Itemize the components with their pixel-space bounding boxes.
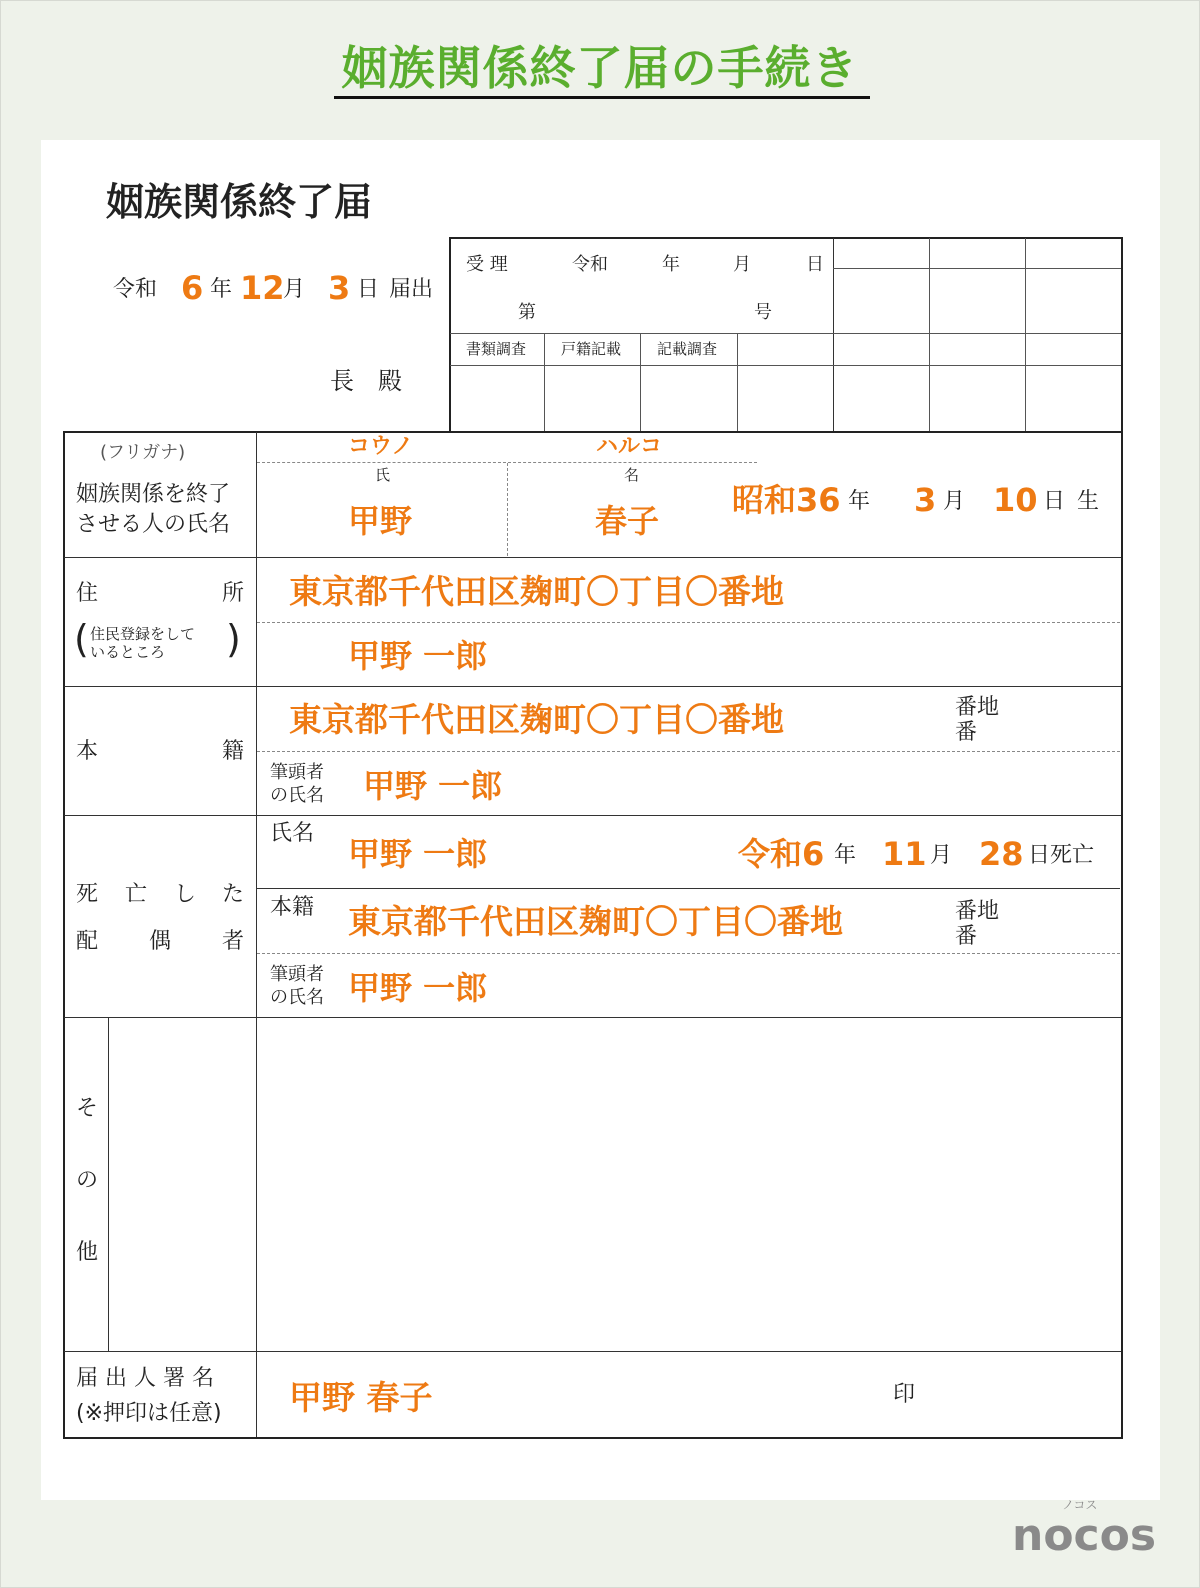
deceased-label-char: た [222, 882, 245, 907]
row-divider [64, 686, 1121, 687]
office-row-divider [450, 333, 1121, 334]
paren-close: ) [226, 617, 241, 661]
office-month-label: 月 [733, 254, 751, 275]
office-era-label: 令和 [572, 254, 608, 275]
address-sub-label-2: いるところ [90, 643, 166, 661]
birth-month: 3 [914, 481, 937, 519]
address-householder: 甲野 一郎 [348, 637, 488, 675]
number-suffix: 号 [754, 302, 772, 323]
given-name: 春子 [595, 502, 660, 540]
address-label-left: 住 [76, 581, 99, 606]
domicile-suffix-2: 番 [955, 720, 978, 745]
office-row-divider [450, 365, 1121, 366]
addressee: 長 殿 [330, 367, 402, 395]
domicile-divider [257, 751, 1120, 752]
filing-month-label: 月 [283, 277, 306, 302]
office-divider [833, 238, 834, 431]
office-use-box [449, 237, 1123, 433]
person-name-label: 姻族関係を終了 [76, 482, 231, 507]
death-era-year: 令和6 [738, 835, 825, 873]
birth-day: 10 [993, 481, 1038, 519]
other-label-char: 他 [76, 1240, 99, 1265]
form-title: 姻族関係終了届 [106, 180, 373, 224]
surname: 甲野 [348, 502, 413, 540]
deceased-suffix-1: 番地 [955, 899, 1000, 924]
office-year-label: 年 [662, 254, 680, 275]
birth-era-year: 昭和36 [732, 481, 841, 519]
paren-open: ( [74, 617, 89, 661]
office-col-divider [929, 238, 930, 431]
address-divider [257, 622, 1120, 623]
office-day-label: 日 [806, 254, 824, 275]
deceased-head-label: 筆頭者 [270, 964, 324, 985]
filing-year-label: 年 [210, 277, 233, 302]
other-label-char: そ [76, 1096, 99, 1121]
deceased-domicile: 東京都千代田区麹町〇丁目〇番地 [348, 902, 843, 941]
office-col-divider [737, 333, 738, 431]
office-col-divider [1025, 238, 1026, 431]
name-divider [507, 463, 508, 556]
deceased-domicile-label: 本籍 [270, 895, 315, 920]
brand-ruby: ノコス [1062, 1498, 1098, 1512]
office-col-divider [544, 333, 545, 431]
domicile-head-label: 筆頭者 [270, 762, 324, 783]
other-label-divider [108, 1018, 109, 1351]
title-underline [334, 96, 870, 99]
row-divider [64, 1017, 1121, 1018]
domicile-label-left: 本 [76, 739, 99, 764]
registry-entry-label: 戸籍記載 [561, 340, 622, 358]
death-month: 11 [882, 835, 927, 873]
deceased-label-char: 死 [76, 882, 99, 907]
domicile-suffix-1: 番地 [955, 695, 1000, 720]
deceased-label-char: 偶 [149, 929, 172, 954]
number-prefix: 第 [518, 302, 536, 323]
domicile-head-label-2: の氏名 [270, 785, 324, 806]
deceased-head-label-2: の氏名 [270, 987, 324, 1008]
surname-caption: 氏 [375, 466, 391, 484]
page-title: 姻族関係終了届の手続き [341, 41, 859, 95]
filing-era-label: 令和 [113, 277, 158, 302]
birth-suffix: 生 [1077, 489, 1100, 514]
office-col-divider [640, 333, 641, 431]
domicile-head-name: 甲野 一郎 [363, 767, 503, 805]
filing-label: 届出 [389, 277, 434, 302]
deceased-label-char: 配 [76, 929, 99, 954]
signature-name: 甲野 春子 [289, 1378, 433, 1417]
entry-check-label: 記載調査 [657, 340, 718, 358]
domicile-label-right: 籍 [222, 739, 245, 764]
given-kana: ハルコ [596, 434, 663, 459]
death-day-label: 日死亡 [1028, 843, 1095, 868]
domicile-value: 東京都千代田区麹町〇丁目〇番地 [289, 700, 784, 739]
filing-month: 12 [240, 269, 285, 307]
address-label-right: 所 [222, 581, 245, 606]
birth-year-label: 年 [848, 489, 871, 514]
signature-sub-label: (※押印は任意) [76, 1401, 222, 1426]
signature-label: 届 出 人 署 名 [76, 1366, 214, 1391]
deceased-name-label: 氏名 [270, 821, 315, 846]
address-sub-label: 住民登録をして [90, 625, 196, 643]
office-row-divider [833, 268, 1121, 269]
furigana-label: (フリガナ) [100, 442, 186, 463]
other-field[interactable] [110, 1019, 1120, 1350]
doc-check-label: 書類調査 [466, 340, 527, 358]
deceased-head-divider [257, 953, 1120, 954]
birth-month-label: 月 [943, 489, 966, 514]
death-month-label: 月 [930, 843, 953, 868]
brand-logo: nocos [1012, 1510, 1157, 1561]
deceased-label-char: 亡 [125, 882, 148, 907]
surname-kana: コウノ [348, 434, 414, 459]
seal-label: 印 [893, 1382, 916, 1407]
filing-year: 6 [181, 269, 204, 307]
given-caption: 名 [624, 466, 640, 484]
death-day: 28 [979, 835, 1024, 873]
row-divider [64, 557, 1121, 558]
birth-day-label: 日 [1043, 489, 1066, 514]
deceased-divider [257, 888, 1120, 889]
other-label-char: の [76, 1168, 99, 1193]
filing-day-label: 日 [357, 277, 380, 302]
deceased-label-char: し [174, 882, 197, 907]
received-label: 受 理 [466, 254, 508, 275]
deceased-head-name: 甲野 一郎 [348, 969, 488, 1007]
row-divider [64, 1351, 1121, 1352]
person-name-label-2: させる人の氏名 [76, 512, 231, 537]
deceased-suffix-2: 番 [955, 924, 978, 949]
death-year-label: 年 [834, 843, 857, 868]
deceased-label-char: 者 [222, 929, 245, 954]
filing-day: 3 [328, 269, 351, 307]
address-value: 東京都千代田区麹町〇丁目〇番地 [289, 572, 784, 611]
deceased-name: 甲野 一郎 [348, 835, 488, 873]
row-divider [64, 815, 1121, 816]
